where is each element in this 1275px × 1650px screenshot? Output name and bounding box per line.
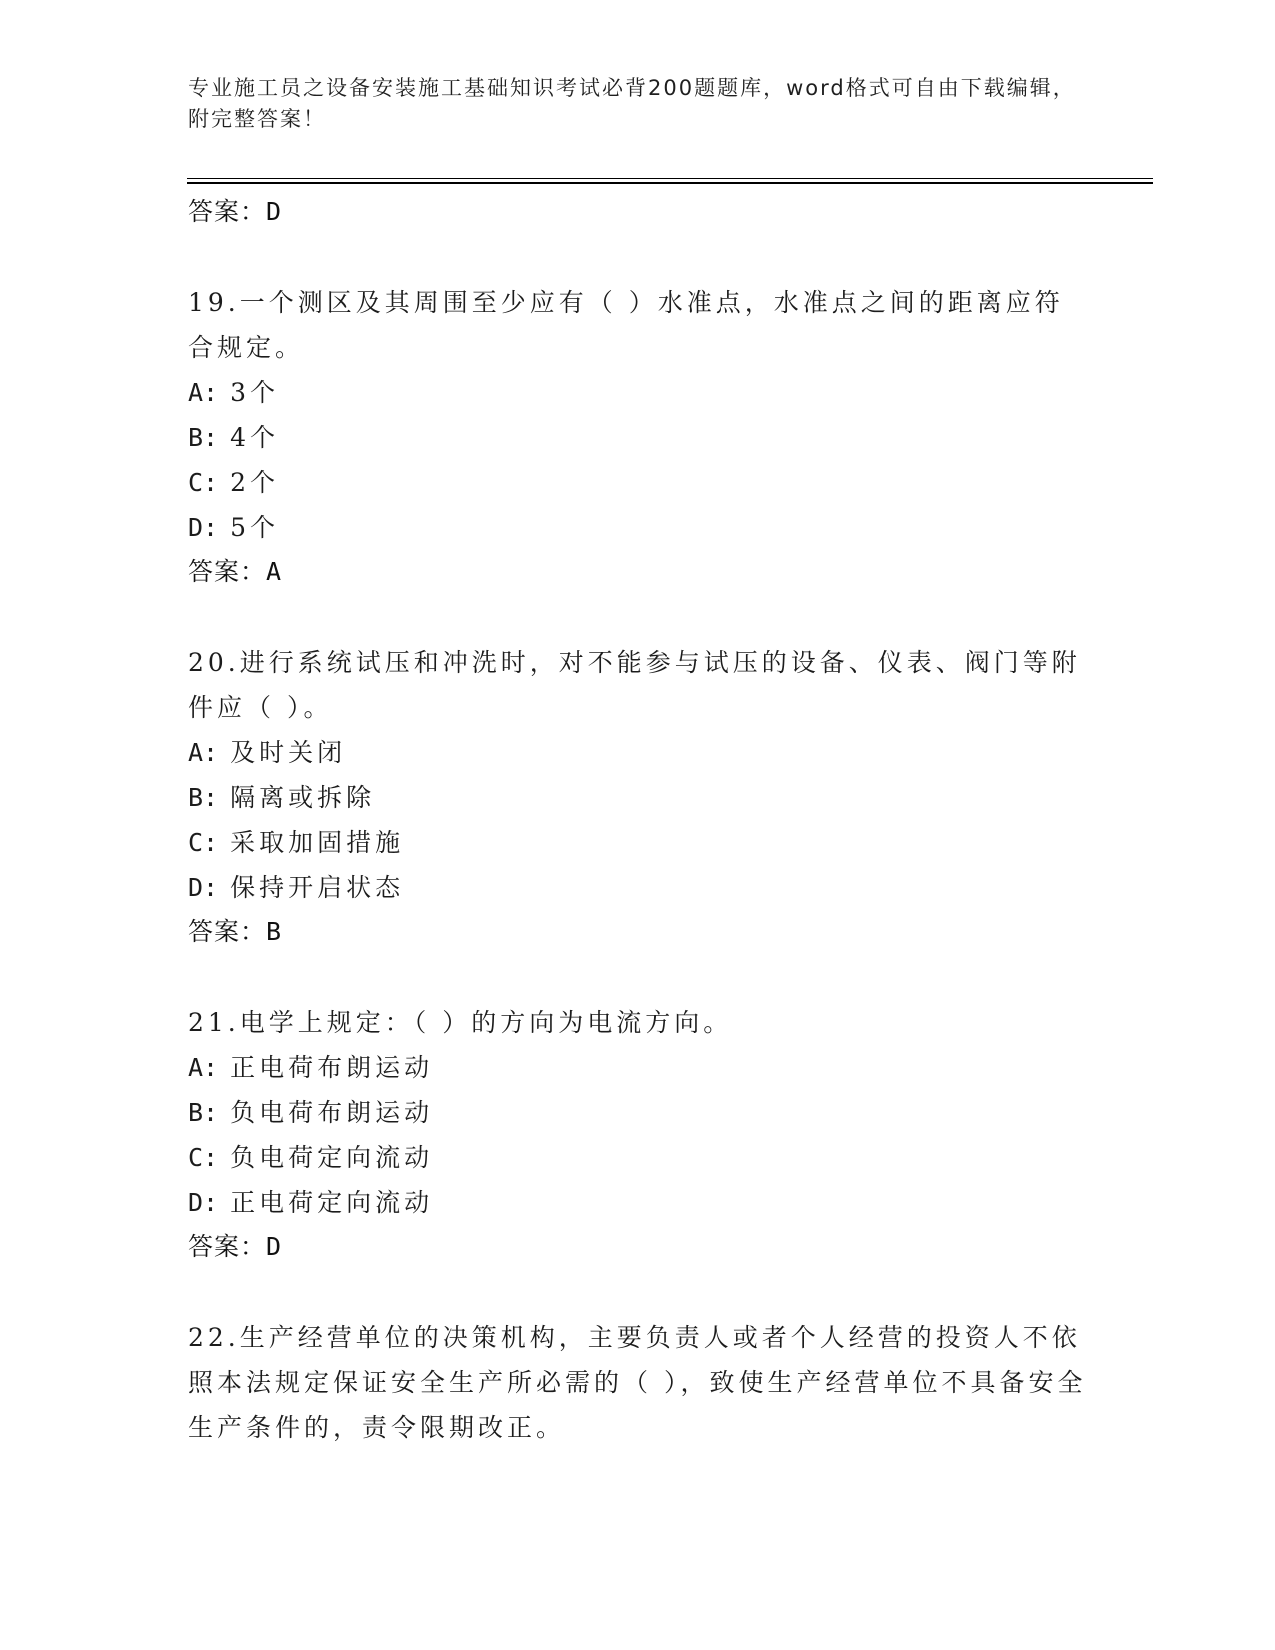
question-20-option-c (188, 820, 1088, 865)
option-key: A: (188, 738, 219, 767)
option-key: B: (188, 1098, 219, 1127)
option-key: C: (188, 828, 219, 857)
question-20-text: 20.进行系统试压和冲洗时，对不能参与试压的设备、仪表、阀门等附件应（ ）。 (188, 648, 1081, 722)
option-text: 隔离或拆除 (230, 783, 376, 812)
answer-line (188, 190, 1088, 234)
question-19-option-d (188, 505, 1088, 550)
question-list (188, 190, 1088, 1450)
option-key: D: (188, 513, 219, 542)
answer-label: 答案： (188, 557, 267, 586)
header-rule-thin (187, 178, 1153, 179)
option-key: D: (188, 873, 219, 902)
option-key: C: (188, 1143, 219, 1172)
option-text: 5个 (230, 513, 279, 542)
option-text: 2个 (230, 468, 279, 497)
question-20-answer (188, 910, 1088, 954)
document-header: 专业施工员之设备安装施工基础知识考试必背200题题库，word格式可自由下载编辑，附完整答案！ (188, 76, 1076, 131)
question-19-option-b (188, 415, 1088, 460)
option-text: 保持开启状态 (230, 873, 405, 902)
option-key: D: (188, 1188, 219, 1217)
question-21-text: 21.电学上规定：（ ）的方向为电流方向。 (188, 1008, 733, 1037)
question-21-option-c (188, 1135, 1088, 1180)
option-text: 负电荷布朗运动 (230, 1098, 434, 1127)
answer-value: D (266, 1232, 283, 1261)
answer-value: A (266, 557, 283, 586)
question-19-option-a (188, 370, 1088, 415)
option-key: C: (188, 468, 219, 497)
option-text: 正电荷定向流动 (230, 1188, 434, 1217)
option-key: B: (188, 783, 219, 812)
question-21-answer (188, 1225, 1088, 1269)
option-text: 4个 (230, 423, 279, 452)
answer-label: 答案： (188, 917, 267, 946)
option-key: A: (188, 1053, 219, 1082)
option-text: 及时关闭 (230, 738, 347, 767)
question-21-option-d (188, 1180, 1088, 1225)
answer-label: 答案： (188, 197, 267, 226)
answer-label: 答案： (188, 1232, 267, 1261)
header-rule-thick (187, 182, 1153, 184)
question-19-option-c (188, 460, 1088, 505)
option-key: A: (188, 378, 219, 407)
question-21-option-a (188, 1045, 1088, 1090)
option-key: B: (188, 423, 219, 452)
question-19-answer (188, 550, 1088, 594)
question-19-text: 19.一个测区及其周围至少应有（ ）水准点，水准点之间的距离应符合规定。 (188, 288, 1064, 362)
answer-value: D (266, 197, 283, 226)
question-22-text: 22.生产经营单位的决策机构，主要负责人或者个人经营的投资人不依照本法规定保证安全生产所必需的（ ），致使生产经营单位不具备安全生产条件的，责令限期改正。 (188, 1323, 1087, 1442)
question-20-option-a (188, 730, 1088, 775)
answer-value: B (266, 917, 283, 946)
option-text: 3个 (230, 378, 279, 407)
question-20-option-b (188, 775, 1088, 820)
option-text: 正电荷布朗运动 (230, 1053, 434, 1082)
question-21-option-b (188, 1090, 1088, 1135)
option-text: 采取加固措施 (230, 828, 405, 857)
option-text: 负电荷定向流动 (230, 1143, 434, 1172)
question-20-option-d (188, 865, 1088, 910)
